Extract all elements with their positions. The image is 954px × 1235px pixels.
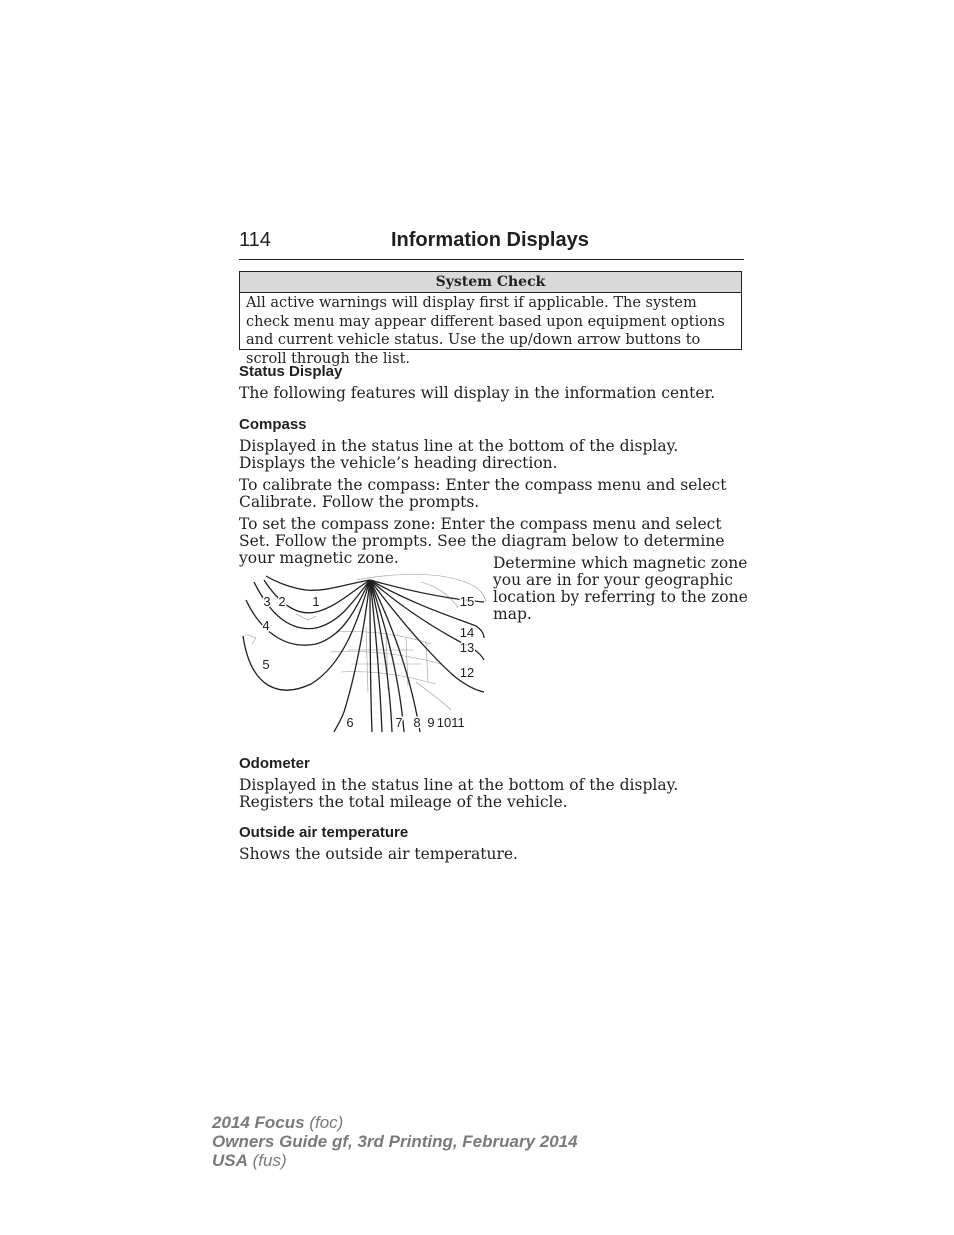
footer-region: USA [212, 1151, 248, 1170]
zone-label-10: 10 [436, 715, 452, 730]
system-check-table-header: System Check [240, 272, 741, 293]
zone-label-4: 4 [262, 618, 270, 633]
zone-label-7: 7 [395, 715, 403, 730]
zone-label-15: 15 [459, 594, 475, 609]
zone-labels [262, 594, 474, 730]
footer-guide: Owners Guide gf, 3rd Printing, February 2014 [212, 1132, 578, 1151]
odometer-text: Displayed in the status line at the bottom of the display. Registers the total mileage of the vehicle. [239, 776, 679, 811]
system-check-table [239, 271, 742, 367]
zone-label-9: 9 [427, 715, 435, 730]
status-display-text: The following features will display in the information center. [239, 384, 716, 402]
zone-label-13: 13 [459, 640, 475, 655]
map-caption: Determine which magnetic zone you are in for your geographic location by referring to the zone map. [493, 554, 748, 623]
compass-paragraph-1: Displayed in the status line at the bottom of the display. Displays the vehicle’s heading direction. [239, 437, 679, 472]
footer-line-1 [212, 1113, 578, 1132]
zone-label-14: 14 [459, 625, 475, 640]
zone-label-5: 5 [262, 657, 270, 672]
status-display-heading: Status Display [239, 363, 343, 380]
footer-line-2 [212, 1132, 578, 1151]
footer-model: 2014 Focus [212, 1113, 305, 1132]
zone-label-3: 3 [263, 594, 271, 609]
footer [212, 1113, 578, 1170]
footer-model-code: (foc) [309, 1113, 344, 1132]
zone-label-12: 12 [459, 665, 475, 680]
compass-paragraph-2: To calibrate the compass: Enter the compass menu and select Calibrate. Follow the prompts. [239, 476, 727, 511]
page-title: Information Displays [391, 229, 589, 251]
zone-label-11: 11 [451, 715, 465, 730]
odometer-heading: Odometer [239, 755, 310, 772]
zone-boundary-line [266, 576, 370, 590]
zone-label-8: 8 [413, 715, 421, 730]
footer-region-code: (fus) [252, 1151, 287, 1170]
zone-label-6: 6 [346, 715, 354, 730]
magnetic-zone-map [236, 572, 488, 734]
outside-air-text: Shows the outside air temperature. [239, 845, 518, 863]
outside-air-heading: Outside air temperature [239, 824, 409, 841]
page-number: 114 [239, 229, 271, 251]
zone-boundary-line [370, 580, 372, 732]
page-header [239, 229, 744, 260]
zone-label-1: 1 [312, 594, 320, 609]
compass-heading: Compass [239, 416, 307, 433]
footer-line-3 [212, 1151, 578, 1170]
zone-label-2: 2 [278, 594, 286, 609]
system-check-table-body: All active warnings will display first if applicable. The system check menu may appear different based upon equipment options and current vehicle status. Use the up/down arrow buttons to scroll through the list. [246, 295, 725, 367]
compass-paragraph-3: To set the compass zone: Enter the compass menu and select Set. Follow the prompts. See the diagram below to determine your magnetic zone. [239, 515, 725, 567]
